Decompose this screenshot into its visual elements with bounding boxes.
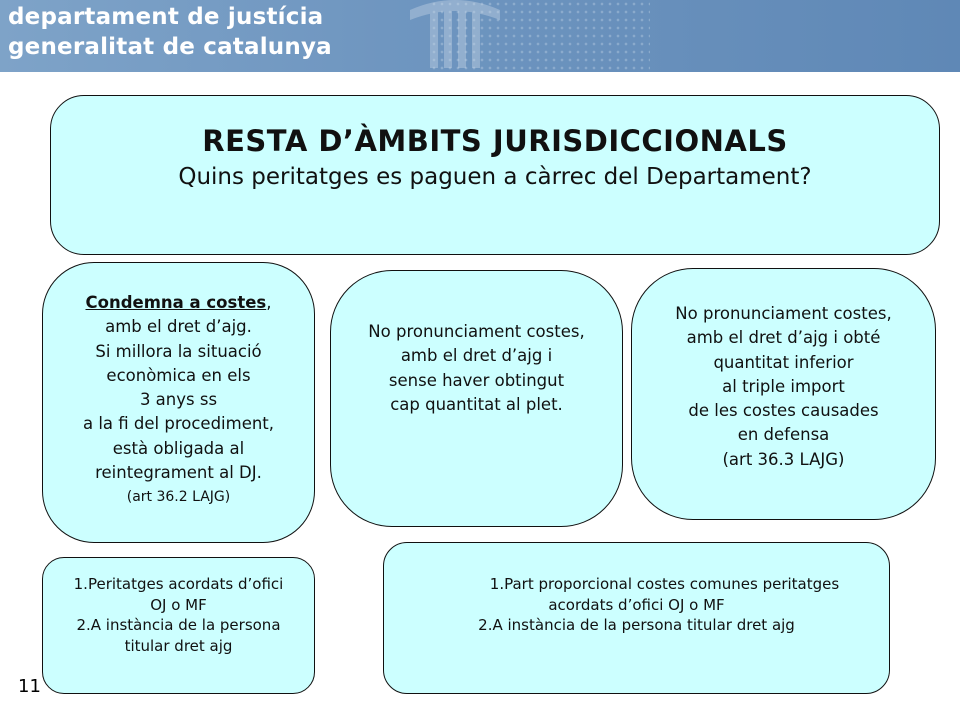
- text-line: amb el dret d’ajg i: [400, 346, 553, 366]
- page-number: 11: [18, 676, 41, 697]
- case-box-no-pronunciament-text: [331, 320, 622, 417]
- case-box-quantitat-inferior-text: [632, 302, 935, 472]
- header-pattern: [430, 0, 650, 72]
- list-item: OJ o MF: [150, 595, 207, 614]
- text-line: de les costes causades: [688, 401, 879, 421]
- article-reference: (art 36.2 LAJG): [126, 489, 231, 506]
- costes-comunes-list: [384, 574, 889, 636]
- case-box-condemna: [42, 262, 315, 543]
- text-line: (art 36.3 LAJG): [722, 449, 845, 469]
- text-line: Si millora la situació: [95, 341, 262, 361]
- peritatges-list: [43, 574, 314, 656]
- text-line: No pronunciament costes,: [368, 322, 585, 341]
- condemna-label: Condemna a costes: [85, 293, 267, 312]
- text-line: cap quantitat al plet.: [390, 394, 563, 414]
- list-item: titular dret ajg: [124, 636, 233, 655]
- text-line: està obligada al: [112, 438, 245, 458]
- case-box-condemna-text: [43, 291, 314, 510]
- text-line: amb el dret d’ajg.: [105, 317, 252, 337]
- case-box-quantitat-inferior: [631, 268, 936, 520]
- condemna-comma: ,: [266, 293, 272, 312]
- costes-comunes-box: [383, 542, 890, 694]
- text-line: en defensa: [737, 425, 830, 445]
- text-line: No pronunciament costes,: [675, 304, 892, 323]
- text-line: reintegrament al DJ.: [95, 463, 262, 483]
- header-banner: [0, 0, 960, 72]
- text-line: sense haver obtingut: [388, 370, 565, 390]
- list-item: acordats d’ofici OJ o MF: [548, 595, 725, 614]
- text-line: amb el dret d’ajg i obté: [686, 328, 881, 348]
- case-box-condemna-heading: [43, 291, 314, 315]
- text-line: a la fi del procediment,: [82, 414, 275, 434]
- text-line: econòmica en els: [106, 365, 251, 385]
- title-box: [50, 95, 940, 255]
- list-item: 2.A instància de la persona: [76, 616, 281, 634]
- header-line-2: generalitat de catalunya: [8, 34, 332, 60]
- header-line-1: departament de justícia: [8, 4, 324, 30]
- text-line: al triple import: [722, 376, 845, 396]
- list-item: 1.Peritatges acordats d’ofici: [73, 575, 284, 593]
- list-item: 2.A instància de la persona titular dret ajg: [478, 616, 795, 634]
- case-box-no-pronunciament: [330, 270, 623, 527]
- text-line: quantitat inferior: [713, 352, 854, 372]
- list-item: 1.Part proporcional costes comunes peritatges: [489, 575, 840, 593]
- page-title: RESTA D’ÀMBITS JURISDICCIONALS: [202, 124, 788, 158]
- peritatges-list-box: [42, 557, 315, 694]
- text-line: 3 anys ss: [139, 390, 218, 410]
- page-subtitle: Quins peritatges es paguen a càrrec del Departament?: [178, 164, 812, 190]
